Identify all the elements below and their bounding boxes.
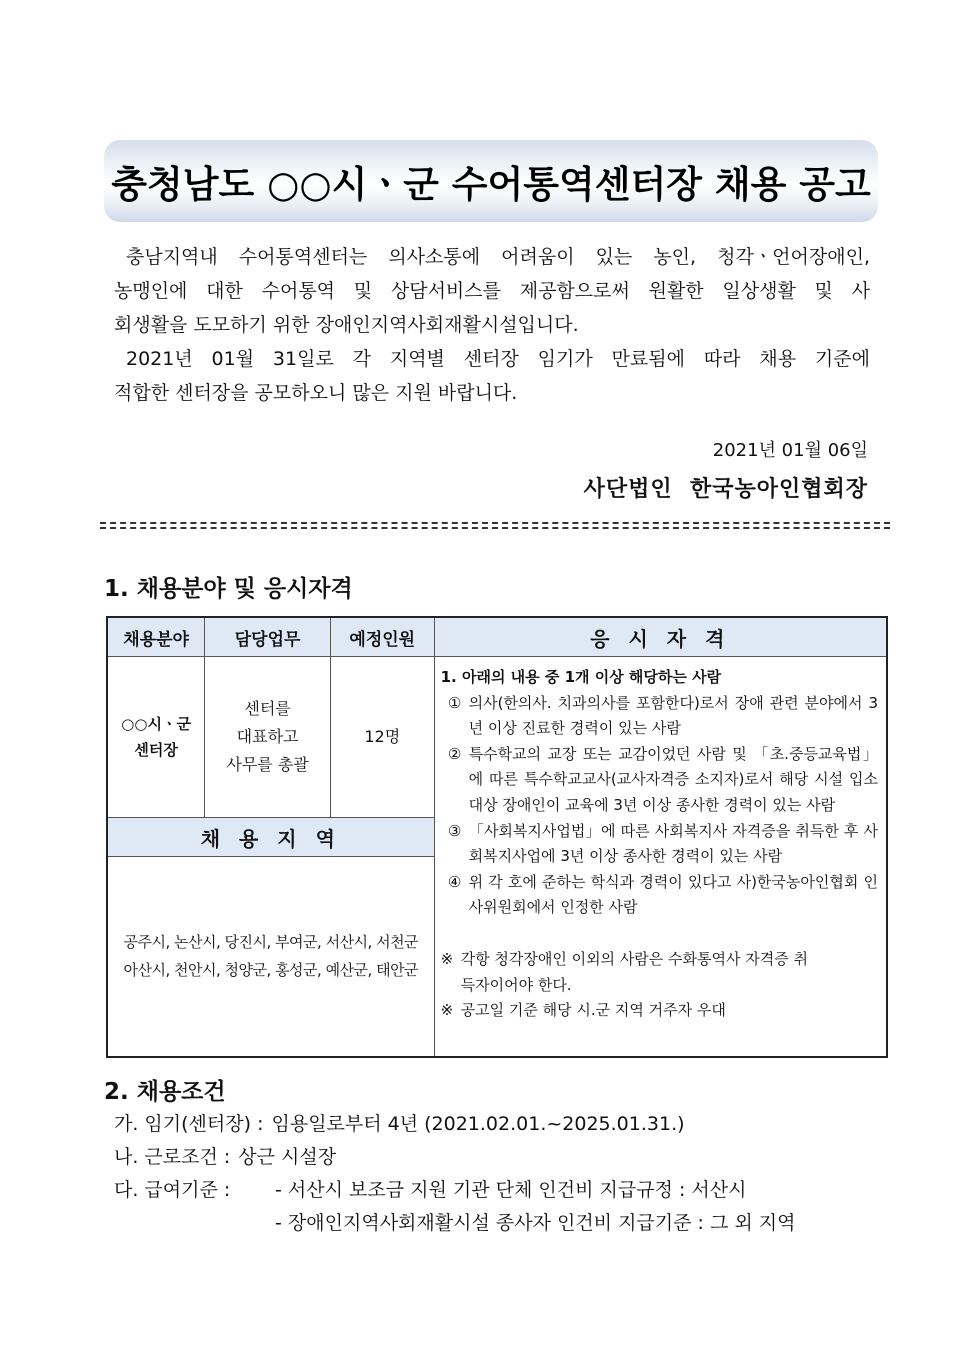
title-banner <box>104 140 878 222</box>
organization-name: 사단법인 한국농아인협회장 <box>583 477 868 502</box>
condition-item <box>114 1108 795 1141</box>
qualification-item <box>441 742 878 819</box>
item-text: 특수학교의 교장 또는 교감이었던 사람 및 「초.중등교육법」에 따른 특수학교교사(교사자격증 소지자)로서 해당 시설 입소 대상 장애인이 교육에 3년 이상 종사한 경력이 있는 사람 <box>468 744 878 814</box>
qualification-item <box>441 819 878 870</box>
reference-mark-icon: ※ <box>440 1001 454 1020</box>
condition-label: 가. 임기(센터장) : <box>114 1113 264 1135</box>
announcement-date: 2021년 01월 06일 <box>712 440 868 461</box>
headcount-cell: 12명 <box>330 657 434 818</box>
condition-label: 나. 근로조건 : <box>114 1146 231 1168</box>
condition-item-extra <box>114 1207 795 1240</box>
intro-text <box>114 240 870 410</box>
duty-line: 사무를 총괄 <box>226 755 309 774</box>
region-header: 채 용 지 역 <box>107 818 434 857</box>
duty-cell <box>205 657 331 818</box>
reference-mark-icon: ※ <box>440 949 454 968</box>
qualification-note <box>441 947 878 998</box>
intro-line: 농맹인에 대한 수어통역 및 상담서비스를 제공함으로써 원활한 일상생활 및 사 <box>114 280 870 302</box>
qualifications-cell <box>434 657 887 1057</box>
duty-line: 대표하고 <box>236 727 299 746</box>
duty-line: 센터를 <box>244 699 291 718</box>
condition-item <box>114 1174 795 1207</box>
field-line: ○○시ㆍ군 <box>121 715 191 733</box>
qualification-note <box>441 998 878 1024</box>
double-dashed-separator <box>100 522 890 529</box>
header-headcount: 예정인원 <box>330 617 434 657</box>
intro-line: 충남지역내 수어통역센터는 의사소통에 어려움이 있는 농인, 청각ㆍ언어장애인, <box>126 246 870 268</box>
header-field: 채용분야 <box>107 617 205 657</box>
item-text: 위 각 호에 준하는 학식과 경력이 있다고 사)한국농아인협회 인사위원회에서 인정한 사람 <box>468 872 878 917</box>
item-number: ③ <box>447 821 462 840</box>
qualification-lead: 1. 아래의 내용 중 1개 이상 해당하는 사람 <box>440 668 722 686</box>
conditions-list <box>114 1108 795 1240</box>
page-title: 충청남도 ○○시ㆍ군 수어통역센터장 채용 공고 <box>111 163 871 206</box>
condition-item <box>114 1141 795 1174</box>
recruitment-table <box>106 616 888 1058</box>
field-cell <box>107 657 205 818</box>
item-text: 의사(한의사. 치과의사를 포함한다)로서 장애 관련 분야에서 3년 이상 진료한 경력이 있는 사람 <box>468 693 878 738</box>
intro-line: 2021년 01월 31일로 각 지역별 센터장 임기가 만료됨에 따라 채용 기준에 <box>126 348 870 370</box>
header-duty: 담당업무 <box>205 617 331 657</box>
item-text: 「사회복지사업법」에 따른 사회복지사 자격증을 취득한 후 사회복지사업에 3년 이상 종사한 경력이 있는 사람 <box>468 821 878 866</box>
region-line: 아산시, 천안시, 청양군, 홍성군, 예산군, 태안군 <box>123 961 419 980</box>
condition-value: 임용일로부터 4년 (2021.02.01.~2025.01.31.) <box>271 1113 685 1135</box>
section-2-heading: 2. 채용조건 <box>104 1079 226 1105</box>
note-text: 공고일 기준 해당 시.군 지역 거주자 우대 <box>460 1001 726 1020</box>
region-line: 공주시, 논산시, 당진시, 부여군, 서산시, 서천군 <box>123 933 419 952</box>
intro-line: 회생활을 도모하기 위한 장애인지역사회재활시설입니다. <box>114 314 579 336</box>
condition-label: 다. 급여기준 : <box>114 1179 231 1201</box>
note-text: 각항 청각장애인 이외의 사람은 수화통역사 자격증 취득자이어야 한다. <box>460 949 808 994</box>
condition-value: - 서산시 보조금 지원 기관 단체 인건비 지급규정 : 서산시 <box>269 1179 747 1201</box>
item-number: ② <box>447 744 462 763</box>
item-number: ① <box>447 693 462 712</box>
qualification-item <box>441 691 878 742</box>
qualification-item <box>441 870 878 921</box>
condition-value: 상근 시설장 <box>238 1146 337 1168</box>
intro-line: 적합한 센터장을 공모하오니 많은 지원 바랍니다. <box>114 382 518 404</box>
item-number: ④ <box>447 872 462 891</box>
section-1-heading: 1. 채용분야 및 응시자격 <box>104 576 353 602</box>
condition-value: - 장애인지역사회재활시설 종사자 인건비 지급기준 : 그 외 지역 <box>269 1212 796 1234</box>
regions-cell <box>107 857 434 1057</box>
header-qualifications: 응 시 자 격 <box>434 617 887 657</box>
field-line: 센터장 <box>134 741 178 759</box>
